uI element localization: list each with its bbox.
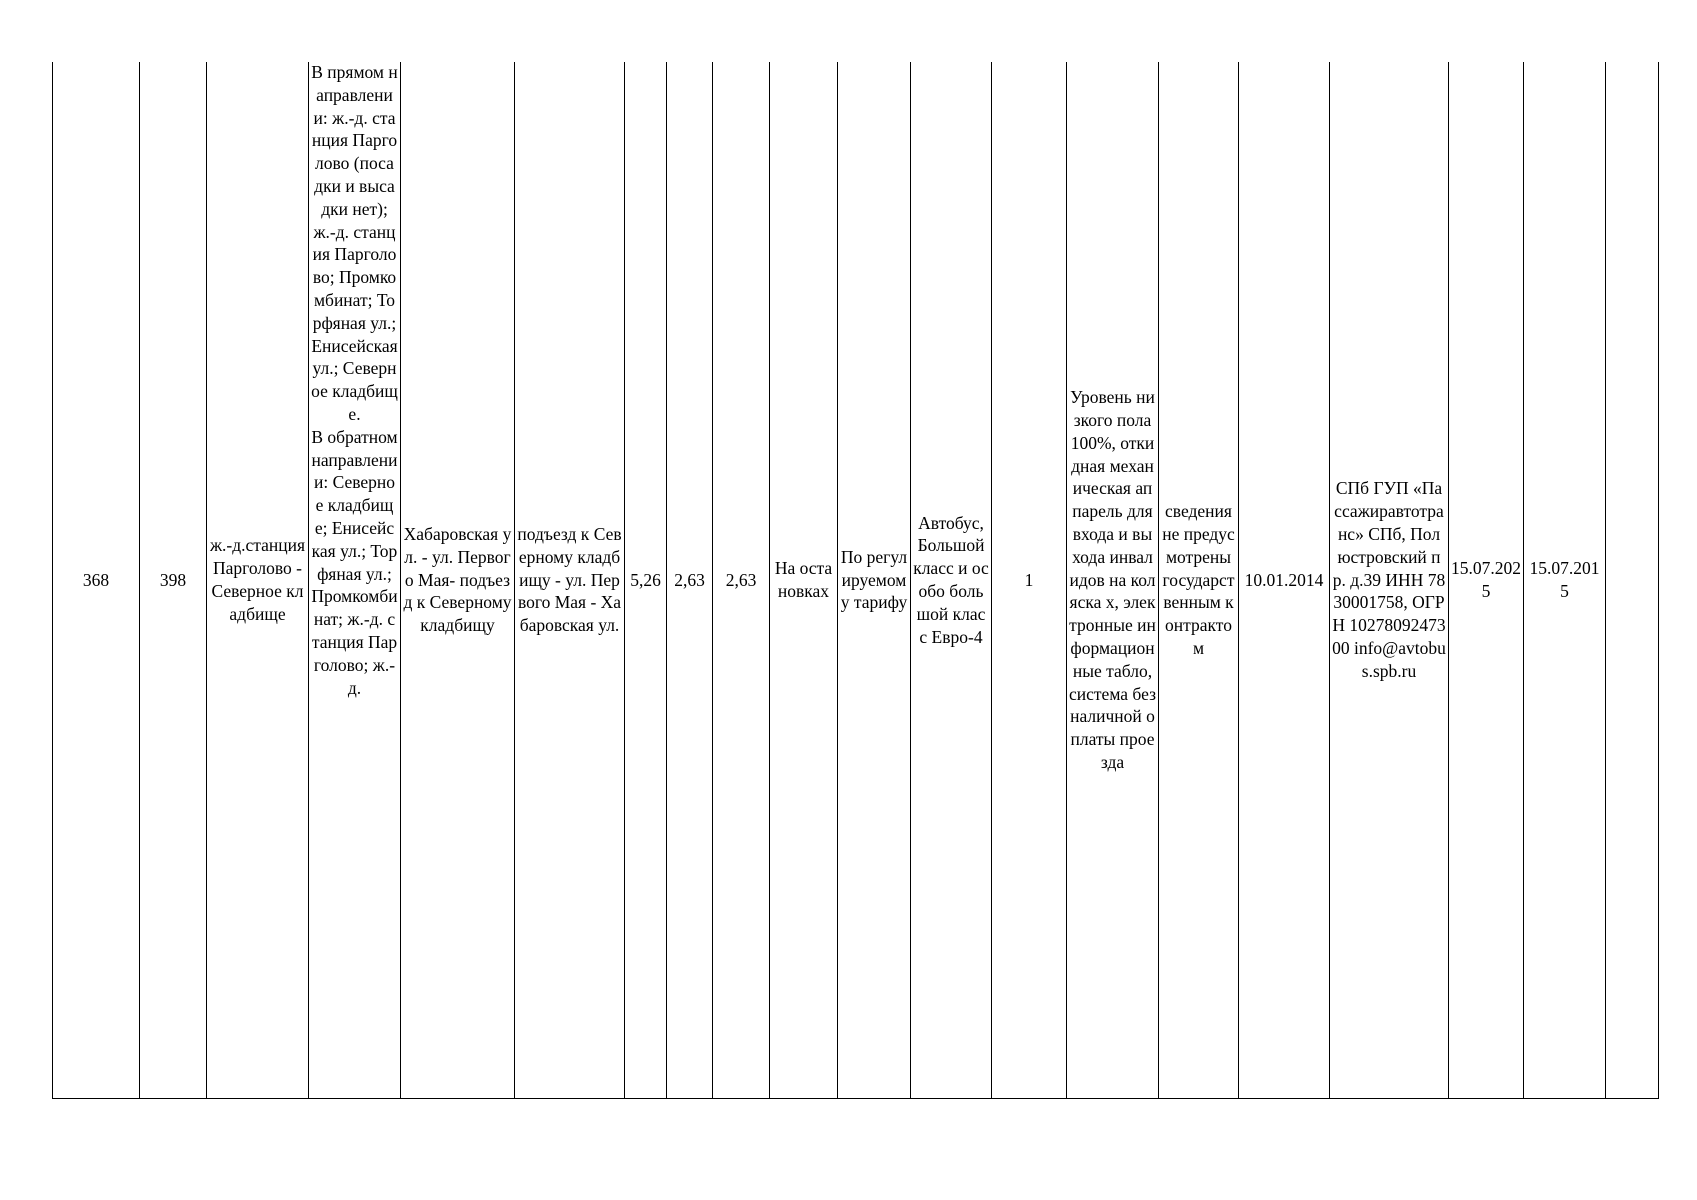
reg-number-cell: 368 — [53, 62, 140, 1099]
length-forward-cell: 2,63 — [667, 62, 713, 1099]
stops-text: В прямом направлении: ж.-д. станция Парголово (посадки и высадки нет); ж.-д. станция Парголово; Промкомбинат; Торфяная ул.; Енисейская ул.; Северное кладбище. В обратном направлении: Северное кладбище; Енисейская ул.; Торфяная ул.; Промкомбинат; ж.-д. станция Парголово; ж.-д. — [311, 62, 398, 698]
length-backward-cell: 2,63 — [713, 62, 770, 1099]
start-date-cell: 10.01.2014 — [1239, 62, 1330, 1099]
route-registry-table — [52, 62, 1659, 1099]
boarding-procedure-cell: На остановках — [770, 62, 838, 1099]
extra-cell — [1606, 62, 1659, 1099]
streets-backward-cell: подъезд к Северному кладбищу - ул. Первого Мая - Хабаровская ул. — [515, 62, 625, 1099]
table-row — [53, 62, 1659, 1099]
contract-info-cell: сведения не предусмотрены государственным контрактом — [1159, 62, 1239, 1099]
length-total-cell: 5,26 — [625, 62, 667, 1099]
carrier-cell: СПб ГУП «Пассажиравтотранс» СПб, Полюстровский пр. д.39 ИНН 7830001758, ОГРН 1027809247300 info@avtobus.spb.ru — [1330, 62, 1449, 1099]
transport-type-cell: По регулируемому тарифу — [838, 62, 911, 1099]
vehicle-count-cell: 1 — [992, 62, 1067, 1099]
route-number-cell: 398 — [140, 62, 207, 1099]
stops-cell — [309, 62, 401, 1099]
date-1-cell: 15.07.2025 — [1449, 62, 1524, 1099]
date-2-cell: 15.07.2015 — [1524, 62, 1606, 1099]
vehicle-characteristics-cell: Уровень низкого пола 100%, откидная механическая аппарель для входа и выхода инвалидов на коляска х, электронные информационные табло, система безналичной оплаты проезда — [1067, 62, 1159, 1099]
vehicle-class-cell: Автобус, Большой класс и особо большой класс Евро-4 — [911, 62, 992, 1099]
route-name-cell: ж.-д.станция Парголово - Северное кладбище — [207, 62, 309, 1099]
streets-forward-cell: Хабаровская ул. - ул. Первого Мая- подъезд к Северному кладбищу — [401, 62, 515, 1099]
